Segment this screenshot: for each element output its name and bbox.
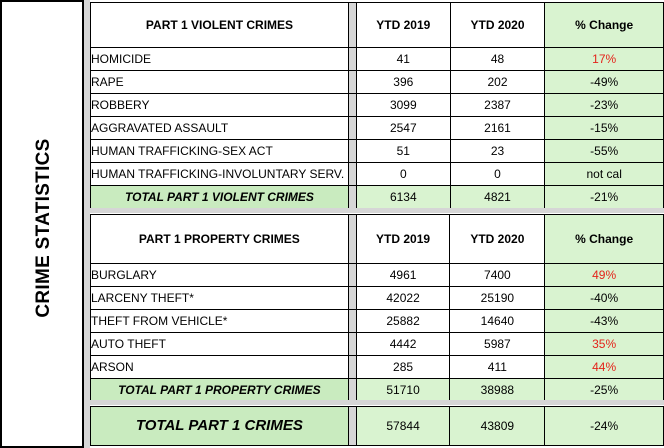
row-change: -55% (545, 140, 664, 163)
total-2019: 51710 (356, 379, 450, 402)
row-2019: 3099 (356, 94, 450, 117)
row-change: 49% (545, 264, 664, 287)
table-row (91, 264, 664, 287)
row-name: LARCENY THEFT* (91, 287, 349, 310)
property-title: PART 1 PROPERTY CRIMES (91, 215, 349, 264)
table-row (91, 356, 664, 379)
row-name: BURGLARY (91, 264, 349, 287)
row-name: RAPE (91, 71, 349, 94)
violent-header-row (91, 3, 664, 48)
grand-total-change: -24% (545, 407, 664, 446)
row-name: HUMAN TRAFFICKING-SEX ACT (91, 140, 349, 163)
row-name: THEFT FROM VEHICLE* (91, 310, 349, 333)
total-change: -21% (545, 186, 664, 209)
row-2019: 4442 (356, 333, 450, 356)
row-2020: 202 (450, 71, 545, 94)
row-2019: 41 (356, 48, 450, 71)
row-name: AUTO THEFT (91, 333, 349, 356)
section-separator (90, 400, 664, 405)
violent-col-2019: YTD 2019 (356, 3, 450, 48)
row-2020: 14640 (450, 310, 545, 333)
violent-col-change: % Change (545, 3, 664, 48)
table-row (91, 140, 664, 163)
row-change: -49% (545, 71, 664, 94)
grand-total-table (90, 406, 664, 446)
property-col-2019: YTD 2019 (356, 215, 450, 264)
property-col-2020: YTD 2020 (450, 215, 545, 264)
row-2020: 23 (450, 140, 545, 163)
row-name: ROBBERY (91, 94, 349, 117)
side-title: CRIME STATISTICS (33, 138, 54, 318)
total-2019: 6134 (356, 186, 450, 209)
table-row (91, 94, 664, 117)
property-header-row (91, 215, 664, 264)
violent-col-2020: YTD 2020 (450, 3, 545, 48)
violent-total-row (91, 186, 664, 209)
row-2019: 51 (356, 140, 450, 163)
table-row (91, 163, 664, 186)
table-row (91, 287, 664, 310)
total-name: TOTAL PART 1 VIOLENT CRIMES (91, 186, 349, 209)
row-2020: 48 (450, 48, 545, 71)
total-name: TOTAL PART 1 PROPERTY CRIMES (91, 379, 349, 402)
total-change: -25% (545, 379, 664, 402)
row-change: not cal (545, 163, 664, 186)
grand-total-row (91, 407, 664, 446)
row-2019: 2547 (356, 117, 450, 140)
grand-total-2020: 43809 (450, 407, 545, 446)
row-name: ARSON (91, 356, 349, 379)
row-change: -43% (545, 310, 664, 333)
row-2020: 25190 (450, 287, 545, 310)
row-name: HUMAN TRAFFICKING-INVOLUNTARY SERV. (91, 163, 349, 186)
row-change: 44% (545, 356, 664, 379)
row-change: -23% (545, 94, 664, 117)
table-row (91, 48, 664, 71)
total-2020: 38988 (450, 379, 545, 402)
row-2020: 2161 (450, 117, 545, 140)
row-2019: 42022 (356, 287, 450, 310)
row-2019: 0 (356, 163, 450, 186)
row-name: HOMICIDE (91, 48, 349, 71)
violent-title: PART 1 VIOLENT CRIMES (91, 3, 349, 48)
row-2020: 5987 (450, 333, 545, 356)
section-separator (90, 208, 664, 213)
row-2020: 0 (450, 163, 545, 186)
row-change: -40% (545, 287, 664, 310)
row-2020: 2387 (450, 94, 545, 117)
property-crimes-table (90, 214, 664, 402)
row-2019: 285 (356, 356, 450, 379)
row-name: AGGRAVATED ASSAULT (91, 117, 349, 140)
table-row (91, 333, 664, 356)
side-panel (0, 0, 84, 448)
total-2020: 4821 (450, 186, 545, 209)
row-change: -15% (545, 117, 664, 140)
grand-total-2019: 57844 (356, 407, 450, 446)
property-total-row (91, 379, 664, 402)
row-2019: 25882 (356, 310, 450, 333)
row-2019: 4961 (356, 264, 450, 287)
table-row (91, 71, 664, 94)
row-2019: 396 (356, 71, 450, 94)
violent-crimes-table (90, 2, 664, 209)
row-2020: 411 (450, 356, 545, 379)
row-2020: 7400 (450, 264, 545, 287)
table-row (91, 310, 664, 333)
row-change: 17% (545, 48, 664, 71)
grand-total-name: TOTAL PART 1 CRIMES (91, 407, 349, 446)
table-row (91, 117, 664, 140)
row-change: 35% (545, 333, 664, 356)
property-col-change: % Change (545, 215, 664, 264)
